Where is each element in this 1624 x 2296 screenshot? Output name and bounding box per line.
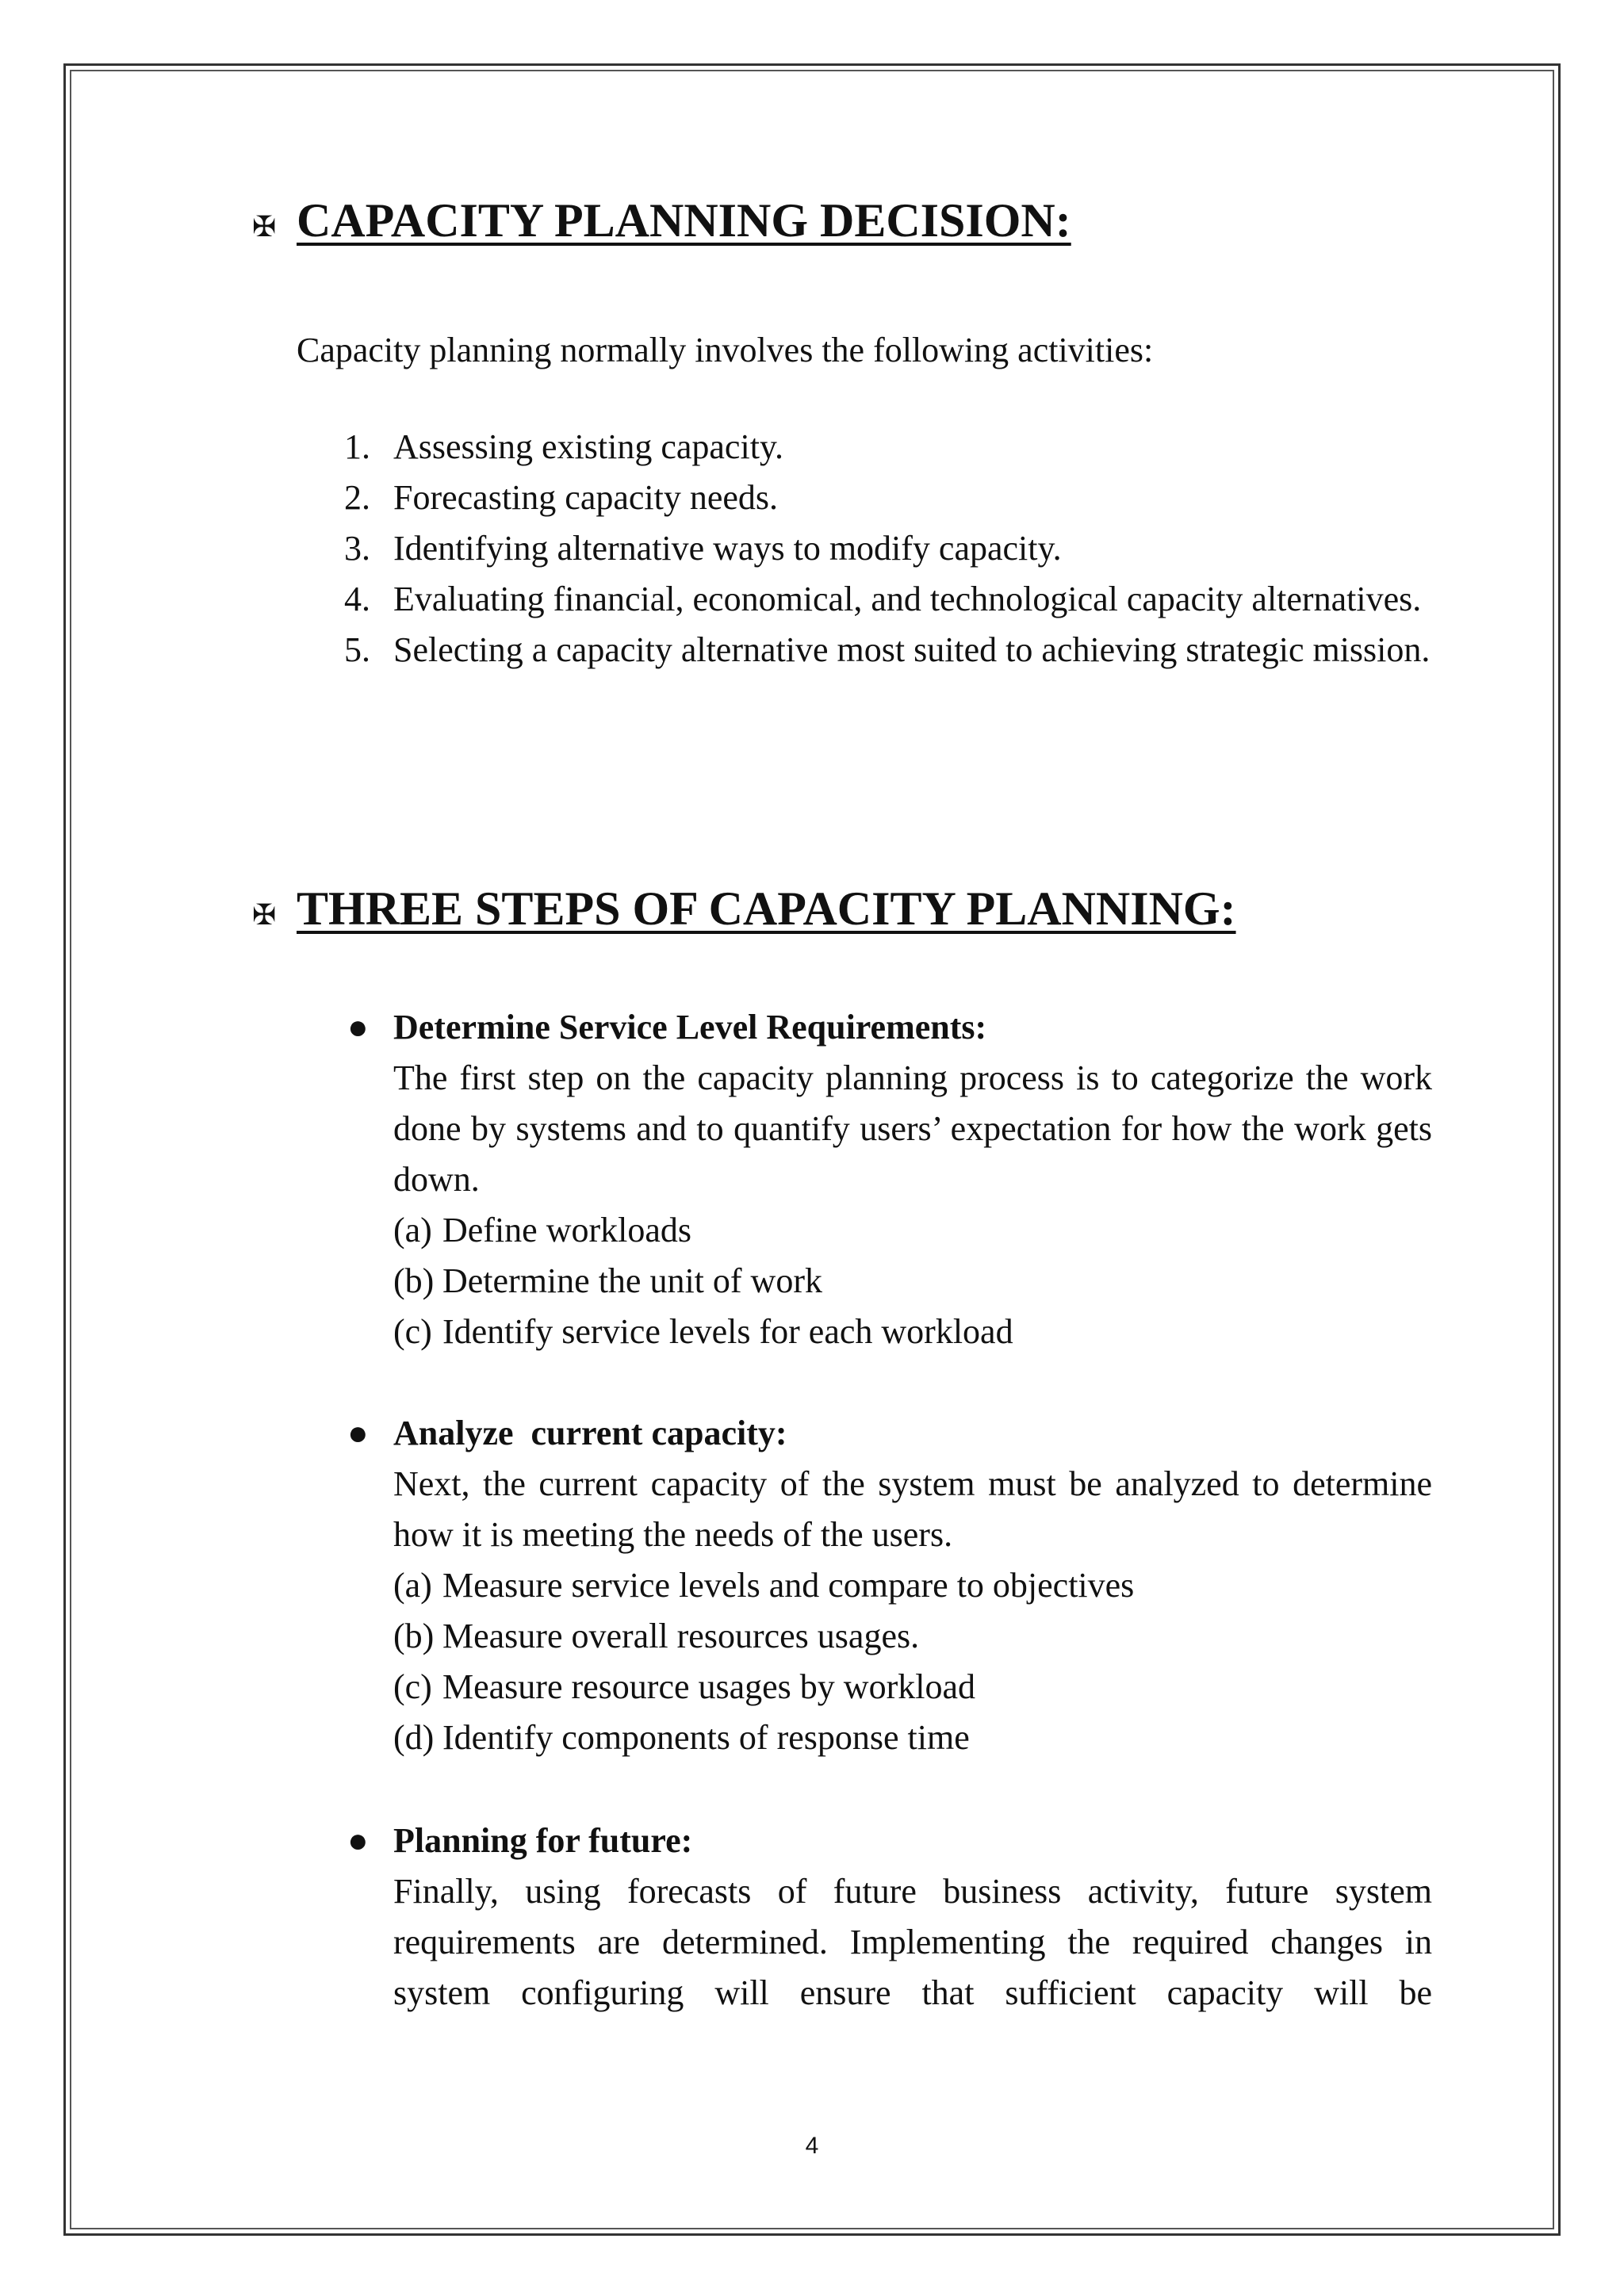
bullet-dot-icon: ●	[347, 1821, 369, 1860]
page-number: 4	[805, 2133, 819, 2159]
list-item: 4. Evaluating financial, economical, and technological capacity alternatives.	[344, 580, 1422, 618]
list-item: 2. Forecasting capacity needs.	[344, 478, 779, 517]
step-body: Next, the current capacity of the system must be analyzed to determine how it is meeting the needs of the users.	[393, 1464, 1432, 1554]
step-body: Finally, using forecasts of future business activity, future system requirements are determined. Implementing the required changes in system configuring will ensure that sufficient capacity will be	[393, 1872, 1432, 2012]
list-item: (d) Identify components of response time	[393, 1718, 970, 1757]
section-heading-text: CAPACITY PLANNING DECISION:	[297, 194, 1071, 247]
list-item: (a) Measure service levels and compare to objectives	[393, 1566, 1135, 1605]
list-item: (b) Determine the unit of work	[393, 1261, 822, 1300]
section-heading-capacity-planning-decision	[252, 193, 1071, 248]
bullet-dot-icon: ●	[347, 1414, 369, 1452]
intro-paragraph: Capacity planning normally involves the following activities:	[297, 331, 1154, 369]
bullet-dot-icon: ●	[347, 1008, 369, 1047]
list-item: 5. Selecting a capacity alternative most suited to achieving strategic mission.	[344, 630, 1431, 669]
maltese-cross-icon: ✠	[252, 899, 277, 932]
step-title: Planning for future:	[393, 1821, 693, 1860]
sub-list	[393, 1205, 1432, 1357]
step-title: Analyze current capacity:	[393, 1414, 787, 1452]
list-item: (b) Measure overall resources usages.	[393, 1617, 920, 1655]
list-item: 1. Assessing existing capacity.	[344, 427, 784, 466]
section-heading-text: THREE STEPS OF CAPACITY PLANNING:	[297, 882, 1236, 935]
activities-list	[344, 422, 1432, 675]
list-item: (c) Identify service levels for each workload	[393, 1312, 1013, 1351]
list-item: (a) Define workloads	[393, 1211, 692, 1249]
list-item: (c) Measure resource usages by workload	[393, 1667, 975, 1706]
maltese-cross-icon: ✠	[252, 211, 277, 243]
section-heading-three-steps	[252, 882, 1236, 936]
step-body: The first step on the capacity planning process is to categorize the work done by systems and to quantify users’ expectation for how the work gets down.	[393, 1058, 1432, 1199]
step-title: Determine Service Level Requirements:	[393, 1008, 987, 1047]
list-item: 3. Identifying alternative ways to modify capacity.	[344, 529, 1062, 568]
sub-list	[393, 1560, 1432, 1763]
